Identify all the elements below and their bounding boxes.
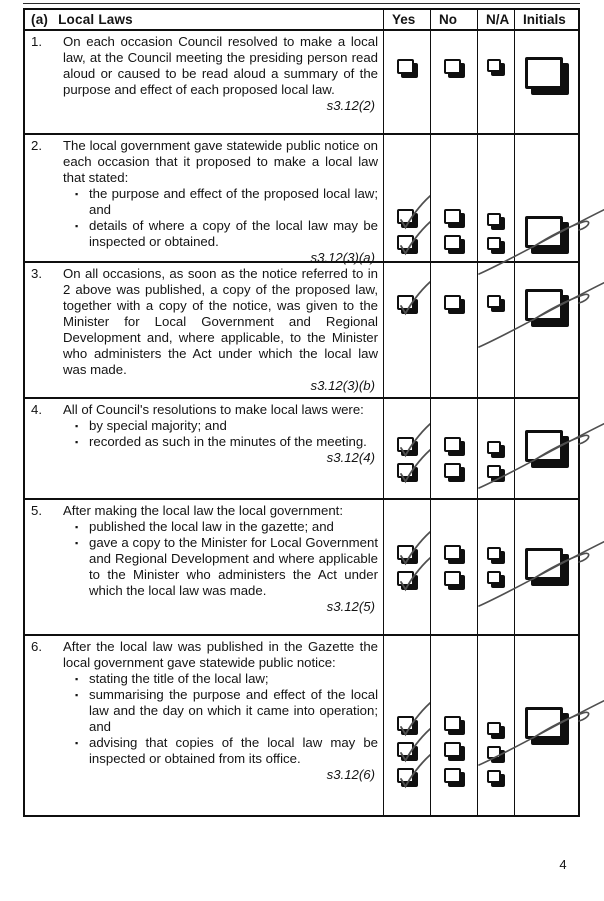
question-number: 1. <box>31 34 42 49</box>
square-bullet-icon: ▪ <box>75 690 79 700</box>
question-text: On each occasion Council resolved to make a local law, at the Council meeting the presiding person read aloud or caused to be read aloud a summary of the purpose and effect of each proposed local law. <box>63 34 378 97</box>
checkbox-face <box>444 463 461 478</box>
bullet-item <box>63 434 378 450</box>
checkbox-no[interactable] <box>444 463 465 482</box>
question-number: 4. <box>31 402 42 417</box>
statute-ref: s3.12(3)(b) <box>310 378 375 393</box>
checkbox-face <box>397 571 414 586</box>
bullet-item <box>63 535 378 599</box>
initials-cell <box>514 263 578 397</box>
square-bullet-icon: ▪ <box>75 522 79 532</box>
question-body <box>63 503 378 615</box>
question-text: After the local law was published in the Gazette the local government gave statewide public notice: <box>63 639 378 670</box>
table-row <box>25 31 578 135</box>
initials-cell <box>514 31 578 133</box>
checkbox-no[interactable] <box>444 716 465 735</box>
checkbox-yes[interactable] <box>397 768 418 787</box>
bullet-text: recorded as such in the minutes of the meeting. <box>89 434 367 449</box>
question-number: 6. <box>31 639 42 654</box>
checkbox-face <box>487 571 501 584</box>
checkbox-yes[interactable] <box>397 437 418 456</box>
question-body <box>63 266 378 394</box>
square-bullet-icon: ▪ <box>75 221 79 231</box>
question-cell <box>25 500 383 634</box>
bullet-list <box>63 186 378 250</box>
checkbox-no[interactable] <box>444 437 465 456</box>
checkbox-yes[interactable] <box>397 571 418 590</box>
checkbox-face <box>487 770 501 783</box>
bullet-item <box>63 687 378 735</box>
checkbox-face <box>487 547 501 560</box>
section-title: Local Laws <box>58 12 133 27</box>
checkbox-no[interactable] <box>444 295 465 314</box>
page-number: 4 <box>559 857 567 872</box>
na-cell <box>477 399 514 498</box>
checkbox-yes[interactable] <box>397 742 418 761</box>
question-number: 3. <box>31 266 42 281</box>
checkbox-face <box>397 295 414 310</box>
checkbox-face <box>397 545 414 560</box>
initials-box[interactable] <box>525 57 569 95</box>
na-cell <box>477 263 514 397</box>
bullet-list <box>63 519 378 599</box>
checkbox-face <box>487 441 501 454</box>
initials-box-face <box>525 216 563 248</box>
checkbox-na[interactable] <box>487 770 505 787</box>
question-body <box>63 639 378 783</box>
checkbox-yes[interactable] <box>397 59 418 78</box>
na-cell <box>477 636 514 815</box>
checkbox-face <box>397 768 414 783</box>
checkbox-no[interactable] <box>444 742 465 761</box>
checkbox-na[interactable] <box>487 237 505 254</box>
checkbox-na[interactable] <box>487 59 505 76</box>
initials-box-face <box>525 548 563 580</box>
checkbox-no[interactable] <box>444 571 465 590</box>
bullet-item <box>63 519 378 535</box>
checkbox-face <box>397 742 414 757</box>
table-row <box>25 263 578 399</box>
na-cell <box>477 31 514 133</box>
column-header-yes: Yes <box>383 10 430 29</box>
square-bullet-icon: ▪ <box>75 421 79 431</box>
bullet-item <box>63 735 378 767</box>
checkbox-na[interactable] <box>487 213 505 230</box>
question-text: The local government gave statewide public notice on each occasion that it proposed to make a local law that stated: <box>63 138 378 185</box>
bullet-text: by special majority; and <box>89 418 227 433</box>
bullet-item <box>63 418 378 434</box>
bullet-item <box>63 218 378 250</box>
checkbox-face <box>444 716 461 731</box>
statute-ref: s3.12(2) <box>326 98 375 113</box>
statute-ref: s3.12(4) <box>326 450 375 465</box>
initials-box-face <box>525 707 563 739</box>
na-cell <box>477 135 514 266</box>
no-cell <box>430 135 477 266</box>
initials-box[interactable] <box>525 707 569 745</box>
checkbox-na[interactable] <box>487 465 505 482</box>
bullet-text: advising that copies of the local law may be inspected or obtained from its office. <box>89 735 378 766</box>
column-header-na: N/A <box>477 10 514 29</box>
checkbox-no[interactable] <box>444 545 465 564</box>
checkbox-no[interactable] <box>444 209 465 228</box>
bullet-text: published the local law in the gazette; and <box>89 519 334 534</box>
checkbox-face <box>444 742 461 757</box>
checkbox-face <box>444 768 461 783</box>
checkbox-na[interactable] <box>487 571 505 588</box>
checkbox-yes[interactable] <box>397 545 418 564</box>
checkbox-yes[interactable] <box>397 235 418 254</box>
table-row <box>25 399 578 500</box>
checkbox-face <box>397 716 414 731</box>
initials-box[interactable] <box>525 548 569 586</box>
bullet-item <box>63 671 378 687</box>
initials-cell <box>514 399 578 498</box>
checkbox-face <box>444 295 461 310</box>
column-header-initials: Initials <box>514 10 578 29</box>
question-text: On all occasions, as soon as the notice referred to in 2 above was published, a copy of the proposed law, together with a copy of the notice, was given to the Minister for Local Government and Regional Development and, where applicable, to the Minister who administers the Act under which the local law was made. <box>63 266 378 377</box>
initials-box[interactable] <box>525 216 569 254</box>
checkbox-yes[interactable] <box>397 463 418 482</box>
checkbox-na[interactable] <box>487 295 505 312</box>
no-cell <box>430 500 477 634</box>
bullet-text: details of where a copy of the local law may be inspected or obtained. <box>89 218 378 249</box>
square-bullet-icon: ▪ <box>75 437 79 447</box>
yes-cell <box>383 636 430 815</box>
checkbox-face <box>487 237 501 250</box>
square-bullet-icon: ▪ <box>75 674 79 684</box>
section-label: (a) <box>31 12 49 27</box>
checkbox-face <box>487 213 501 226</box>
checkbox-face <box>397 59 414 74</box>
question-body <box>63 138 378 266</box>
question-cell <box>25 31 383 133</box>
yes-cell <box>383 135 430 266</box>
question-body <box>63 34 378 114</box>
bullet-text: stating the title of the local law; <box>89 671 269 686</box>
bullet-text: summarising the purpose and effect of the local law and the day on which it came into operation; and <box>89 687 378 734</box>
question-cell <box>25 399 383 498</box>
checkbox-na[interactable] <box>487 746 505 763</box>
checkbox-yes[interactable] <box>397 209 418 228</box>
bullet-list <box>63 418 378 450</box>
section-header <box>25 10 383 29</box>
checkbox-face <box>397 209 414 224</box>
square-bullet-icon: ▪ <box>75 189 79 199</box>
checkbox-face <box>487 59 501 72</box>
checkbox-face <box>487 722 501 735</box>
checkbox-face <box>444 571 461 586</box>
statute-ref: s3.12(5) <box>326 599 375 614</box>
bullet-text: the purpose and effect of the proposed local law; and <box>89 186 378 217</box>
question-text: After making the local law the local government: <box>63 503 344 518</box>
checkbox-face <box>397 437 414 452</box>
question-cell <box>25 636 383 815</box>
checkbox-no[interactable] <box>444 768 465 787</box>
question-cell <box>25 135 383 266</box>
no-cell <box>430 636 477 815</box>
checkbox-face <box>487 295 501 308</box>
local-laws-checklist-table <box>23 8 580 817</box>
yes-cell <box>383 399 430 498</box>
top-rule-line <box>23 3 580 4</box>
checkbox-no[interactable] <box>444 235 465 254</box>
initials-box-face <box>525 430 563 462</box>
initials-box-face <box>525 289 563 321</box>
checkbox-face <box>444 545 461 560</box>
checkbox-face <box>444 59 461 74</box>
checklist-body <box>25 31 578 815</box>
question-body <box>63 402 378 466</box>
checkbox-yes[interactable] <box>397 295 418 314</box>
square-bullet-icon: ▪ <box>75 738 79 748</box>
checkbox-na[interactable] <box>487 722 505 739</box>
question-number: 5. <box>31 503 42 518</box>
initials-box[interactable] <box>525 430 569 468</box>
table-row <box>25 636 578 815</box>
checkbox-yes[interactable] <box>397 716 418 735</box>
statute-ref: s3.12(3)(a) <box>310 250 375 265</box>
bullet-item <box>63 186 378 218</box>
initials-cell <box>514 500 578 634</box>
checkbox-face <box>444 235 461 250</box>
question-cell <box>25 263 383 397</box>
initials-box-face <box>525 57 563 89</box>
checkbox-na[interactable] <box>487 441 505 458</box>
checkbox-face <box>397 235 414 250</box>
checkbox-face <box>487 746 501 759</box>
na-cell <box>477 500 514 634</box>
question-number: 2. <box>31 138 42 153</box>
yes-cell <box>383 263 430 397</box>
bullet-text: gave a copy to the Minister for Local Government and Regional Development and where applicable to the Minister who administers the Act under which the local law was made. <box>89 535 378 598</box>
initials-cell <box>514 636 578 815</box>
checkbox-no[interactable] <box>444 59 465 78</box>
checkbox-face <box>487 465 501 478</box>
bullet-list <box>63 671 378 767</box>
yes-cell <box>383 31 430 133</box>
checkbox-face <box>397 463 414 478</box>
checkbox-face <box>444 437 461 452</box>
table-row <box>25 135 578 263</box>
column-header-no: No <box>430 10 477 29</box>
no-cell <box>430 399 477 498</box>
no-cell <box>430 263 477 397</box>
square-bullet-icon: ▪ <box>75 538 79 548</box>
table-row <box>25 500 578 636</box>
yes-cell <box>383 500 430 634</box>
initials-box[interactable] <box>525 289 569 327</box>
checkbox-na[interactable] <box>487 547 505 564</box>
question-text: All of Council's resolutions to make local laws were: <box>63 402 364 417</box>
table-header-row <box>25 10 578 31</box>
statute-ref: s3.12(6) <box>326 767 375 782</box>
initials-cell <box>514 135 578 266</box>
checkbox-face <box>444 209 461 224</box>
no-cell <box>430 31 477 133</box>
